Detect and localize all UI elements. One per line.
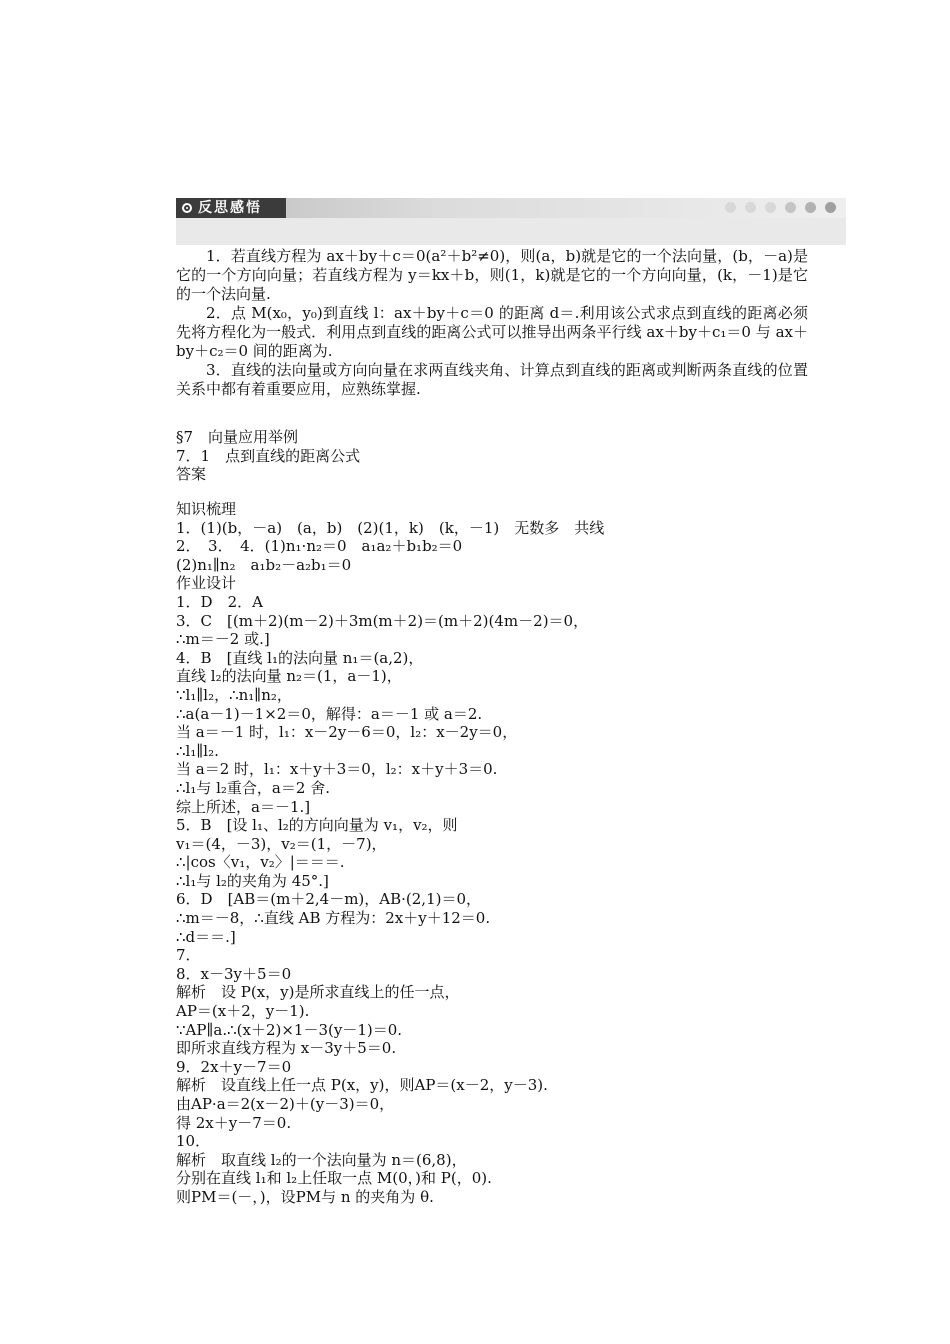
answer-line: ∴l₁与 l₂重合，a＝2 舍. (176, 778, 330, 797)
dot-icon (745, 202, 756, 213)
banner-label (176, 198, 286, 218)
section-header (176, 428, 360, 484)
section-title: §7 向量应用举例 (176, 428, 299, 446)
banner-title: 反思感悟 (198, 200, 262, 216)
answer-line: v₁＝(4，－3)，v₂＝(1，－7)， (176, 834, 387, 853)
answer-line: ∴d＝＝.] (176, 927, 236, 946)
reflection-item: 1．若直线方程为 ax＋by＋c＝0(a²＋b²≠0)，则(a，b)就是它的一个法向量，(b，－a)是它的一个方向向量；若直线方程为 y＝kx＋b，则(1，k)就是它的一个方向向量，(k，－1)是它的一个法向量. (176, 247, 808, 303)
answer-line: 当 a＝－1 时，l₁：x－2y－6＝0，l₂：x－2y＝0， (176, 723, 518, 742)
answer-line: 5．B [设 l₁、l₂的方向向量为 v₁，v₂，则 (176, 816, 458, 835)
decorative-dots (725, 202, 836, 213)
target-icon (182, 203, 192, 213)
dot-icon (765, 202, 776, 213)
dot-icon (825, 202, 836, 213)
answer-line: 2． 3． 4．(1)n₁·n₂＝0 a₁a₂＋b₁b₂＝0 (176, 537, 463, 556)
answer-line: 3．C [(m＋2)(m－2)＋3m(m＋2)＝(m＋2)(4m－2)＝0， (176, 611, 589, 630)
answer-line: 知识梳理 (176, 500, 237, 518)
answer-line: 7． (176, 946, 201, 965)
reflection-item: 2．点 M(x₀，y₀)到直线 l：ax＋by＋c＝0 的距离 d＝.利用该公式求点到直线的距离必须先将方程化为一般式．利用点到直线的距离公式可以推导出两条平行线 ax＋by＋c₁＝0 与 ax＋by＋c₂＝0 间的距离为. (176, 304, 808, 360)
answer-line: ∴l₁与 l₂的夹角为 45°.] (176, 871, 329, 890)
answer-line: 10． (176, 1132, 211, 1151)
banner-underlay (176, 218, 846, 245)
answer-line: 作业设计 (176, 574, 237, 593)
answer-line: 8．x－3y＋5＝0 (176, 964, 292, 983)
dot-icon (805, 202, 816, 213)
answer-line: (2)n₁∥n₂ a₁b₂－a₂b₁＝0 (176, 555, 352, 574)
answer-line: ∵AP∥a.∴(x＋2)×1－3(y－1)＝0. (176, 1020, 403, 1039)
answer-line: AP＝(x＋2，y－1). (176, 1002, 310, 1021)
answer-line: 分别在直线 l₁和 l₂上任取一点 M(0，)和 P(，0). (176, 1169, 492, 1188)
section-banner (176, 198, 846, 218)
dot-icon (725, 202, 736, 213)
reflection-block (176, 247, 808, 399)
dot-icon (785, 202, 796, 213)
answer-line: 6．D [AB＝(m＋2,4－m)，AB·(2,1)＝0， (176, 890, 482, 909)
answer-line: 则PM＝(－，)，设PM与 n 的夹角为 θ. (176, 1187, 434, 1206)
answers-block (176, 500, 604, 1207)
answer-line: ∵l₁∥l₂，∴n₁∥n₂， (176, 685, 292, 704)
reflection-item: 3．直线的法向量或方向向量在求两直线夹角、计算点到直线的距离或判断两条直线的位置关系中都有着重要应用，应熟练掌握. (176, 361, 808, 398)
answer-line: 1．D 2．A (176, 592, 263, 611)
section-subtitle: 7．1 点到直线的距离公式 (176, 446, 361, 465)
answer-line: 解析 取直线 l₂的一个法向量为 n＝(6,8)， (176, 1150, 467, 1169)
answer-line: 当 a＝2 时，l₁：x＋y＋3＝0，l₂：x＋y＋3＝0. (176, 760, 498, 779)
answer-line: 综上所述，a＝－1.] (176, 797, 311, 816)
answer-line: 即所求直线方程为 x－3y＋5＝0. (176, 1039, 397, 1058)
answer-line: 4．B [直线 l₁的法向量 n₁＝(a,2)， (176, 648, 424, 667)
answer-line: ∴|cos〈v₁，v₂〉|＝＝＝. (176, 853, 345, 872)
answer-line: 1．(1)(b，－a) (a，b) (2)(1，k) (k，－1) 无数多 共线 (176, 518, 605, 537)
answer-line: 9．2x＋y－7＝0 (176, 1057, 292, 1076)
answer-line: 解析 设直线上任一点 P(x，y)，则AP＝(x－2，y－3). (176, 1076, 548, 1095)
answer-line: ∴m＝－2 或.] (176, 630, 270, 649)
answer-line: 得 2x＋y－7＝0. (176, 1113, 292, 1132)
answer-line: 直线 l₂的法向量 n₂＝(1，a－1)， (176, 667, 402, 686)
answer-line: ∴l₁∥l₂. (176, 741, 219, 760)
answer-line: 解析 设 P(x，y)是所求直线上的任一点， (176, 983, 460, 1002)
answer-line: 由AP·a＝2(x－2)＋(y－3)＝0， (176, 1095, 395, 1113)
answer-line: ∴a(a－1)－1×2＝0，解得：a＝－1 或 a＝2. (176, 704, 483, 723)
answer-line: ∴m＝－8，∴直线 AB 方程为：2x＋y＋12＝0. (176, 909, 491, 928)
answer-label: 答案 (176, 465, 207, 484)
